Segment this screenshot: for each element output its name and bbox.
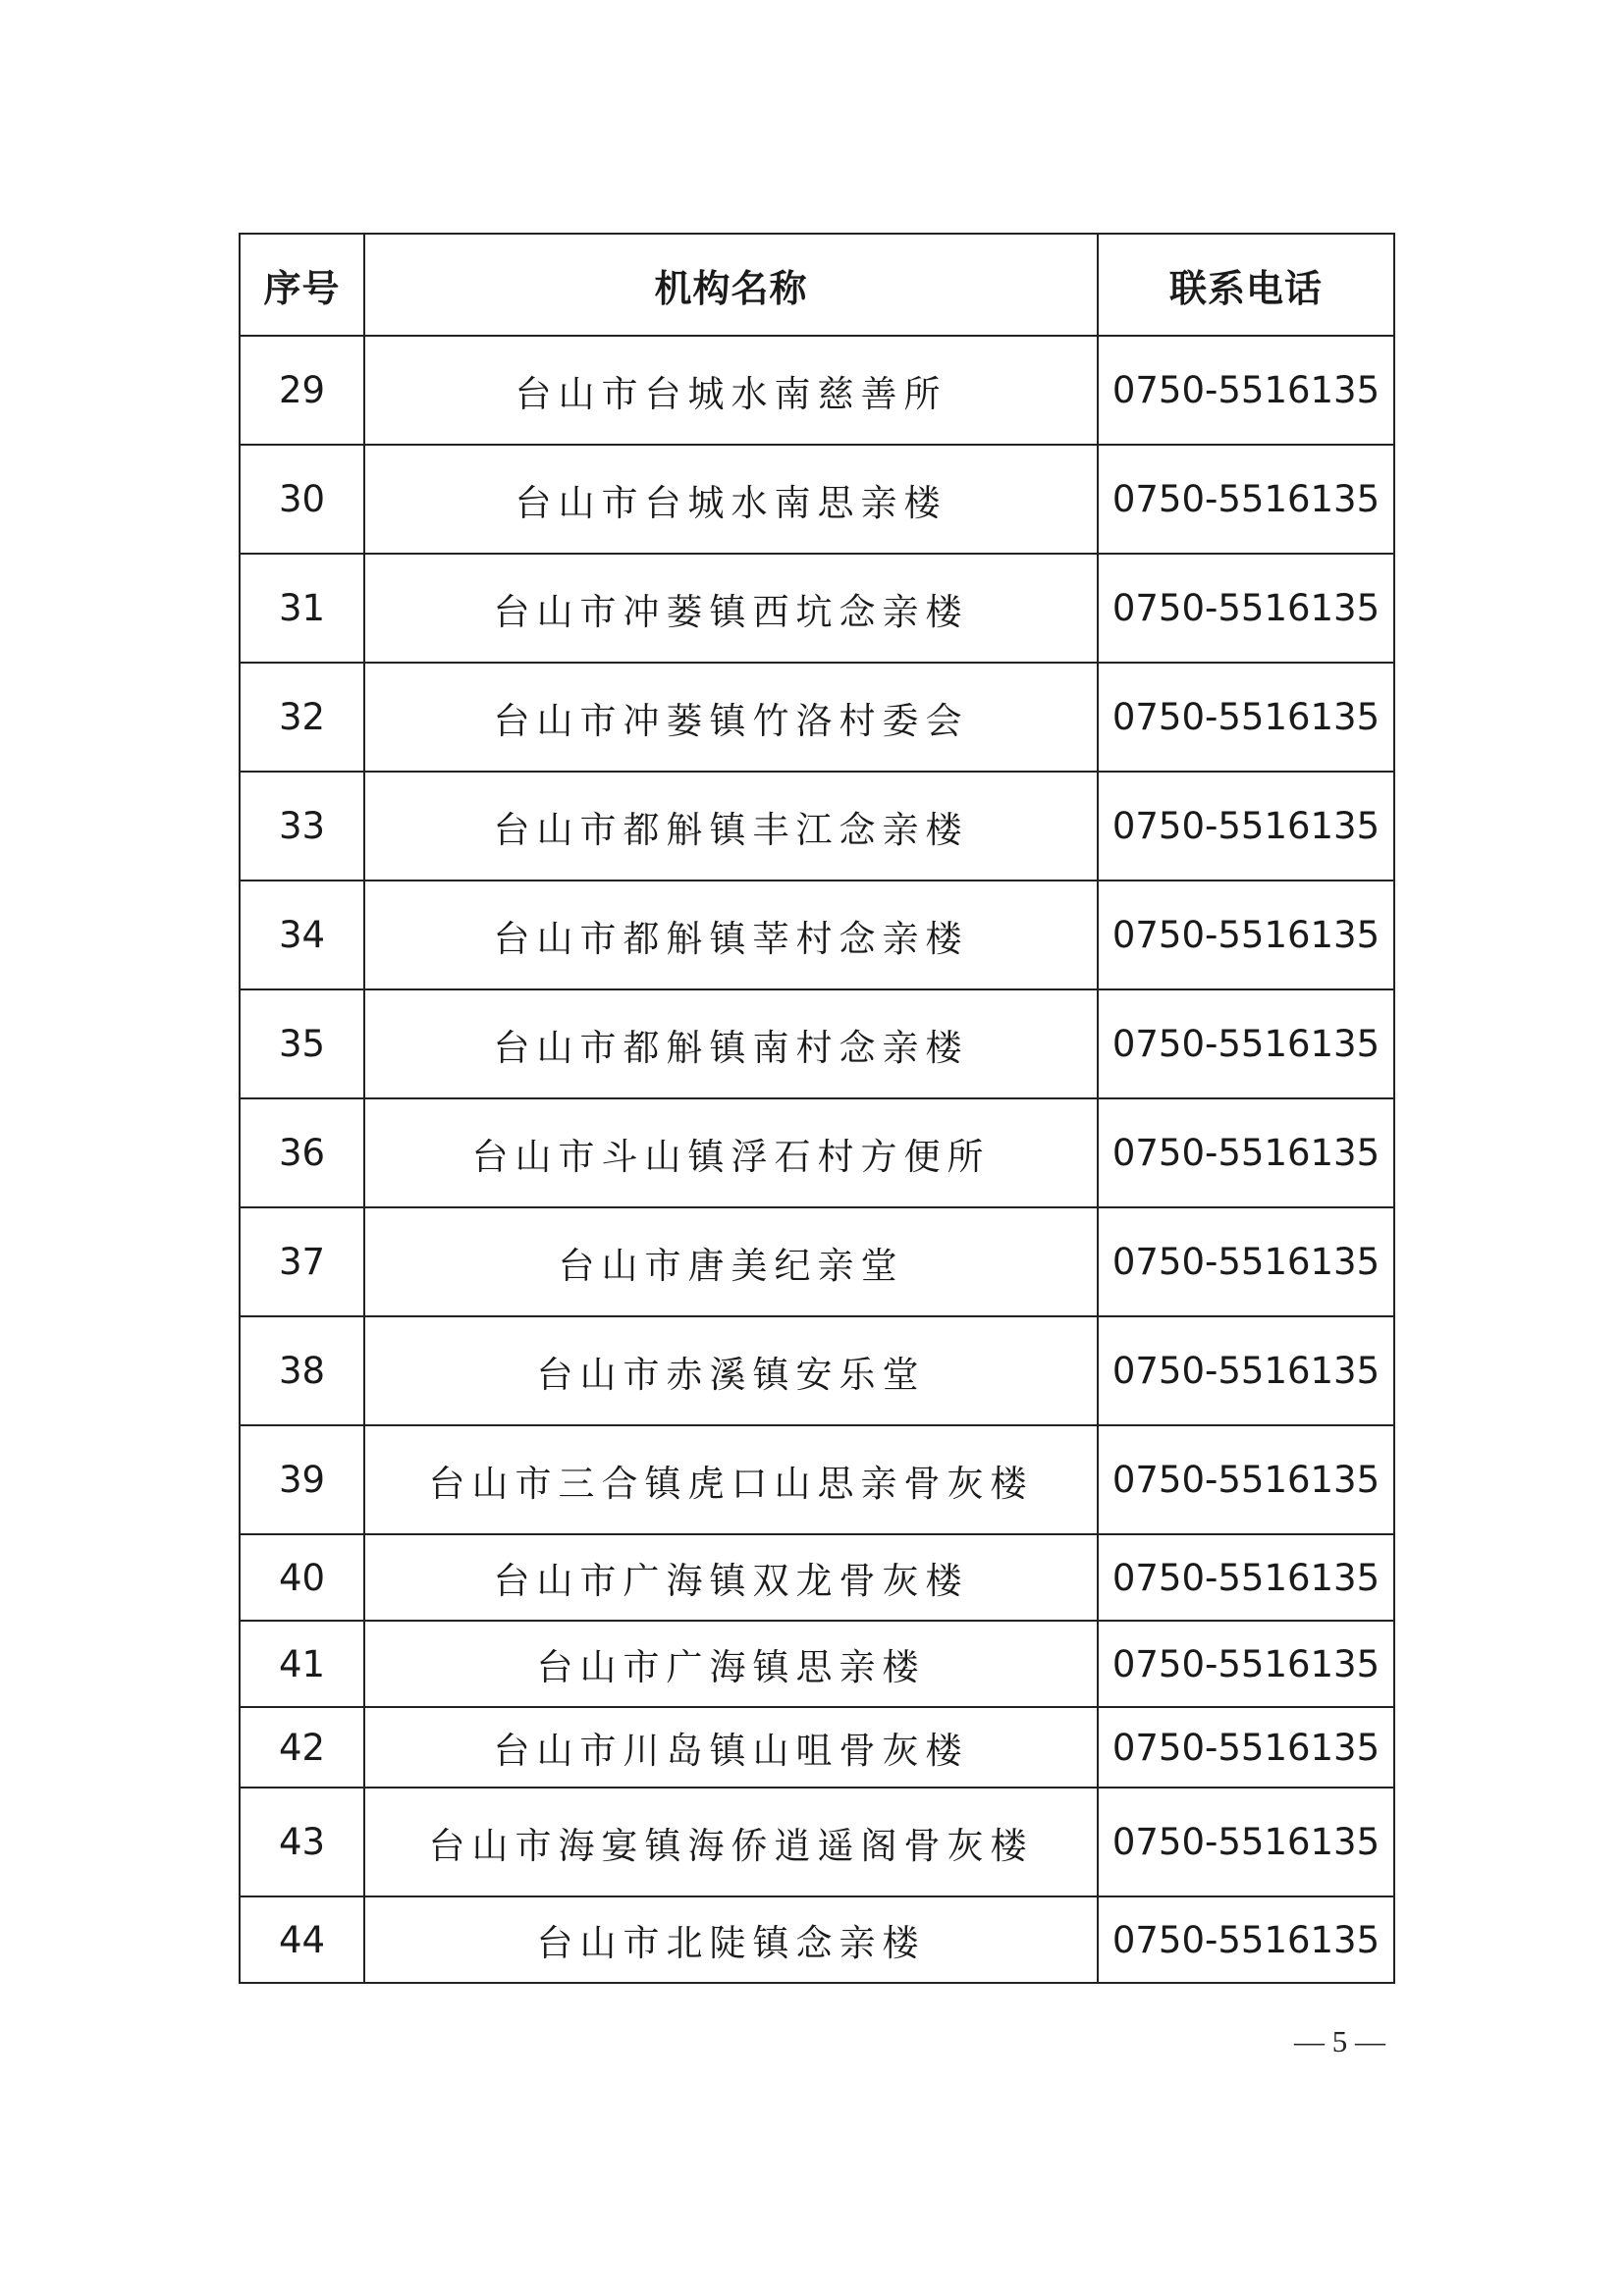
- row-phone: 0750-5516135: [1098, 989, 1394, 1098]
- row-index: 38: [240, 1316, 364, 1425]
- row-index: 31: [240, 554, 364, 663]
- header-phone: 联系电话: [1098, 234, 1394, 336]
- row-name: 台山市都斛镇莘村念亲楼: [364, 881, 1098, 989]
- row-name: 台山市冲蒌镇竹洛村委会: [364, 663, 1098, 772]
- table-row: [240, 445, 1394, 554]
- row-index: 44: [240, 1896, 364, 1983]
- table-row: [240, 1621, 1394, 1707]
- row-name: 台山市冲蒌镇西坑念亲楼: [364, 554, 1098, 663]
- row-name: 台山市唐美纪亲堂: [364, 1207, 1098, 1316]
- row-index: 36: [240, 1098, 364, 1207]
- table-row: [240, 989, 1394, 1098]
- row-index: 35: [240, 989, 364, 1098]
- row-index: 42: [240, 1707, 364, 1788]
- row-index: 34: [240, 881, 364, 989]
- row-name: 台山市台城水南思亲楼: [364, 445, 1098, 554]
- table-row: [240, 881, 1394, 989]
- row-name: 台山市北陡镇念亲楼: [364, 1896, 1098, 1983]
- row-name: 台山市川岛镇山咀骨灰楼: [364, 1707, 1098, 1788]
- table-row: [240, 1316, 1394, 1425]
- row-name: 台山市广海镇双龙骨灰楼: [364, 1534, 1098, 1621]
- row-phone: 0750-5516135: [1098, 445, 1394, 554]
- row-phone: 0750-5516135: [1098, 554, 1394, 663]
- institution-table: [239, 233, 1395, 1984]
- row-name: 台山市台城水南慈善所: [364, 336, 1098, 445]
- row-phone: 0750-5516135: [1098, 1207, 1394, 1316]
- row-index: 40: [240, 1534, 364, 1621]
- table-row: [240, 336, 1394, 445]
- table-row: [240, 1425, 1394, 1534]
- row-phone: 0750-5516135: [1098, 1621, 1394, 1707]
- table-header-row: [240, 234, 1394, 336]
- table-row: [240, 1788, 1394, 1896]
- row-index: 39: [240, 1425, 364, 1534]
- row-index: 29: [240, 336, 364, 445]
- row-phone: 0750-5516135: [1098, 772, 1394, 881]
- row-phone: 0750-5516135: [1098, 1707, 1394, 1788]
- row-index: 41: [240, 1621, 364, 1707]
- row-index: 37: [240, 1207, 364, 1316]
- row-phone: 0750-5516135: [1098, 1425, 1394, 1534]
- row-phone: 0750-5516135: [1098, 336, 1394, 445]
- row-name: 台山市都斛镇南村念亲楼: [364, 989, 1098, 1098]
- row-phone: 0750-5516135: [1098, 1316, 1394, 1425]
- table-row: [240, 663, 1394, 772]
- table-row: [240, 1707, 1394, 1788]
- row-name: 台山市广海镇思亲楼: [364, 1621, 1098, 1707]
- row-name: 台山市都斛镇丰江念亲楼: [364, 772, 1098, 881]
- row-phone: 0750-5516135: [1098, 881, 1394, 989]
- row-phone: 0750-5516135: [1098, 663, 1394, 772]
- header-name: 机构名称: [364, 234, 1098, 336]
- row-index: 33: [240, 772, 364, 881]
- row-phone: 0750-5516135: [1098, 1788, 1394, 1896]
- row-name: 台山市斗山镇浮石村方便所: [364, 1098, 1098, 1207]
- header-index: 序号: [240, 234, 364, 336]
- table-row: [240, 1207, 1394, 1316]
- row-phone: 0750-5516135: [1098, 1896, 1394, 1983]
- row-index: 32: [240, 663, 364, 772]
- row-phone: 0750-5516135: [1098, 1098, 1394, 1207]
- row-index: 43: [240, 1788, 364, 1896]
- table-row: [240, 1534, 1394, 1621]
- row-name: 台山市海宴镇海侨逍遥阁骨灰楼: [364, 1788, 1098, 1896]
- row-index: 30: [240, 445, 364, 554]
- table-row: [240, 772, 1394, 881]
- table-row: [240, 554, 1394, 663]
- table-row: [240, 1098, 1394, 1207]
- row-name: 台山市赤溪镇安乐堂: [364, 1316, 1098, 1425]
- page-number: — 5 —: [1294, 2024, 1385, 2058]
- row-phone: 0750-5516135: [1098, 1534, 1394, 1621]
- row-name: 台山市三合镇虎口山思亲骨灰楼: [364, 1425, 1098, 1534]
- table-row: [240, 1896, 1394, 1983]
